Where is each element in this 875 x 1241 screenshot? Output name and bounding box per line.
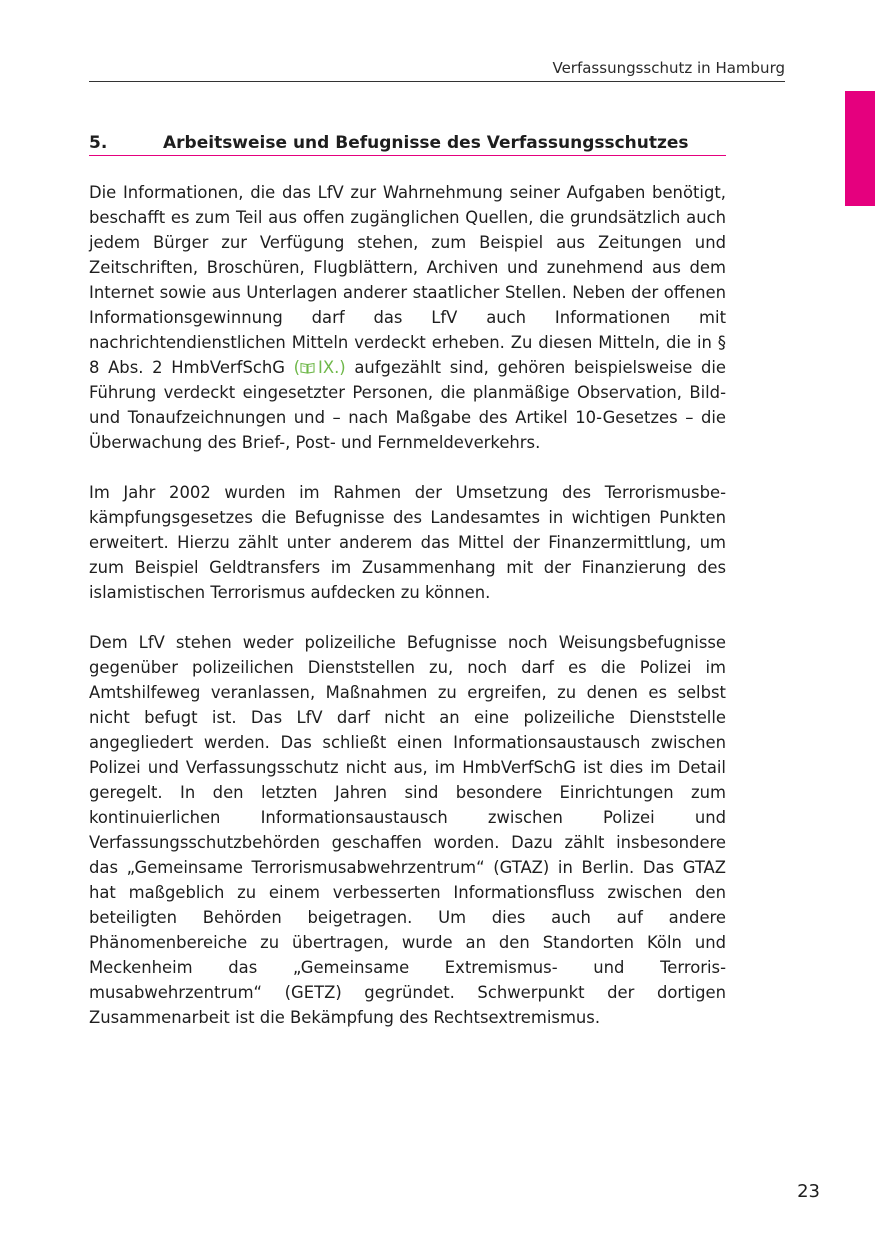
section-heading xyxy=(89,131,726,155)
cross-reference-link[interactable]: ( IX.) xyxy=(293,358,346,377)
cross-reference-text: IX.) xyxy=(318,358,346,377)
section-number: 5. xyxy=(89,133,108,153)
running-header: Verfassungsschutz in Hamburg xyxy=(552,59,785,77)
body-text xyxy=(89,180,726,1055)
paragraph-1 xyxy=(89,180,726,455)
paragraph-2: Im Jahr 2002 wurden im Rahmen der Umsetzung des Terrorismusbekämpfungsgesetzes die Befugnisse des Landesamtes in wichtigen Punkten erweitert. Hierzu zählt unter anderem das Mittel der Finanzermittlung, um zum Beispiel Geldtransfers im Zusammenhang mit der Finanzierung des islamistischen Terrorismus aufdecken zu können. xyxy=(89,483,726,602)
section-title: Arbeitsweise und Befugnisse des Verfassungsschutzes xyxy=(163,133,689,153)
heading-underline xyxy=(89,155,726,156)
page-number: 23 xyxy=(797,1181,820,1202)
paragraph-1-text-a: Die Informationen, die das LfV zur Wahrnehmung seiner Aufgaben benötigt, beschafft es zum Teil aus offen zugänglichen Quellen, die grundsätzlich auch jedem Bürger zur Verfügung stehen, zum Beispiel aus Zeitungen und Zeitschriften, Broschüren, Flugblättern, Archiven und zunehmend aus dem Internet sowie aus Unterlagen anderer staatlicher Stellen. Neben der offenen Informationsgewinnung darf das LfV auch Informationen mit nachrichtendienstlichen Mitteln verdeckt erheben. Zu diesen Mitteln, die in § 8 Abs. 2 HmbVerfSchG xyxy=(89,183,726,377)
book-icon xyxy=(300,362,315,374)
paragraph-1-text-b: aufgezählt sind, gehören beispielsweise die Führung verdeckt eingesetzter Personen, die planmäßige Observation, Bild- und Tonaufzeichnungen und – nach Maßgabe des Artikel 10-Gesetzes – die Überwachung des Brief-, Post- und Fernmeldeverkehrs. xyxy=(89,358,726,452)
header-divider xyxy=(89,81,785,82)
paragraph-3: Dem LfV stehen weder polizeiliche Befugnisse noch Weisungsbefugnisse gegenüber polizeilichen Dienststellen zu, noch darf es die Polizei im Amtshilfeweg veranlassen, Maßnahmen zu ergreifen, zu denen es selbst nicht befugt ist. Das LfV darf nicht an eine polizeiliche Dienststelle angegliedert werden. Das schließt einen Informationsaustausch zwischen Polizei und Verfassungsschutz nicht aus, im HmbVerfSchG ist dies im Detail geregelt. In den letzten Jahren sind besondere Einrichtungen zum kontinuierlichen Informationsaustausch zwischen Polizei und Verfassungsschutzbehörden geschaffen worden. Dazu zählt insbesondere das „Gemeinsame Terrorismusabwehrzentrum“ (GTAZ) in Berlin. Das GTAZ hat maßgeblich zu einem verbesserten Informationsfluss zwischen den beteiligten Behörden beigetragen. Um dies auch auf andere Phänomenbereiche zu übertragen, wurde an den Standorten Köln und Meckenheim das „Gemeinsame Extremismus- und Terrorismusabwehrzentrum“ (GETZ) gegründet. Schwerpunkt der dortigen Zusammenarbeit ist die Bekämpfung des Rechtsextremismus. xyxy=(89,633,726,1027)
chapter-side-tab xyxy=(845,91,875,206)
